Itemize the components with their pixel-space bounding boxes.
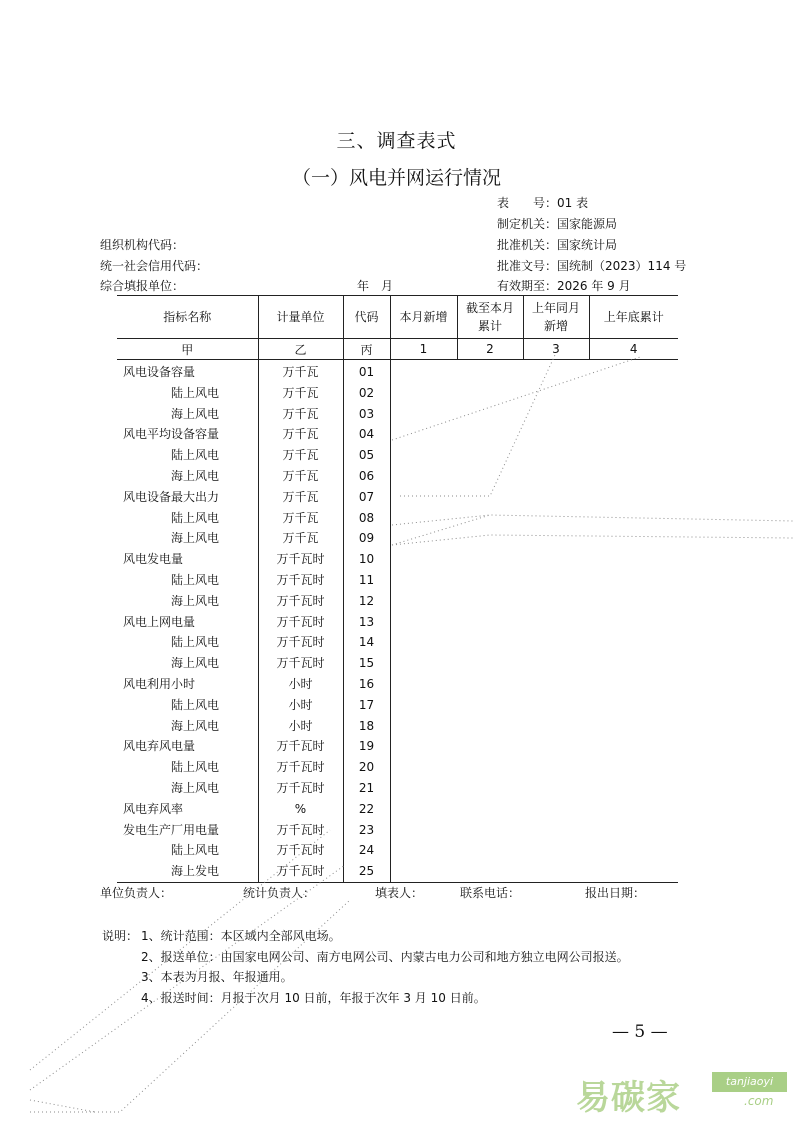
unit-cell: 万千瓦 [258, 466, 343, 487]
unit-cell: 万千瓦时 [258, 778, 343, 799]
indicator-name: 陆上风电 [171, 572, 220, 587]
subheader-cell: 丙 [343, 339, 390, 360]
indicator-name: 发电生产厂用电量 [123, 822, 220, 837]
code-cell: 06 [343, 466, 390, 487]
code-cell: 25 [343, 861, 390, 882]
indicator-name: 风电发电量 [123, 552, 184, 567]
subheader-cell: 2 [457, 339, 523, 360]
phone-label: 联系电话： [460, 886, 521, 900]
unit-cell: 万千瓦 [258, 487, 343, 508]
indicator-name: 陆上风电 [171, 760, 220, 775]
code-cell: 10 [343, 549, 390, 570]
meta-value: 2026 年 9 月 [557, 279, 631, 293]
unit-cell: 万千瓦时 [258, 591, 343, 612]
meta-label: 制定机关： [497, 217, 558, 231]
indicator-name: 陆上风电 [171, 510, 220, 525]
watermark-domain: .com [744, 1094, 774, 1108]
code-cell: 04 [343, 424, 390, 445]
indicator-name: 陆上风电 [171, 448, 220, 463]
code-cell: 22 [343, 799, 390, 820]
filler-label: 填表人： [375, 886, 424, 900]
header-unit: 计量单位 [258, 296, 343, 339]
code-cell: 16 [343, 674, 390, 695]
header-last-year-end-total: 上年底累计 [589, 296, 678, 339]
unit-cell: 万千瓦时 [258, 840, 343, 861]
code-cell: 07 [343, 487, 390, 508]
report-date-label: 报出日期： [585, 886, 646, 900]
unit-cell: 万千瓦 [258, 424, 343, 445]
header-month-new: 本月新增 [390, 296, 457, 339]
unit-cell: 万千瓦 [258, 383, 343, 404]
page-number: — 5 — [612, 1022, 668, 1042]
code-cell: 01 [343, 360, 390, 383]
unit-cell: 万千瓦时 [258, 820, 343, 841]
indicator-name: 陆上风电 [171, 697, 220, 712]
indicator-name: 风电利用小时 [123, 676, 196, 691]
indicator-name: 风电平均设备容量 [123, 427, 220, 442]
header-last-year-month-new: 上年同月 新增 [523, 296, 589, 339]
code-cell: 09 [343, 528, 390, 549]
credit-code-label: 统一社会信用代码： [100, 259, 209, 273]
reporter-label: 综合填报单位： [100, 279, 185, 293]
unit-cell: 万千瓦 [258, 360, 343, 383]
stat-head-label: 统计负责人： [243, 886, 316, 900]
indicator-name: 海上发电 [117, 861, 258, 882]
note-item: 4、报送时间：月报于次月 10 日前，年报于次年 3 月 10 日前。 [141, 991, 486, 1005]
code-cell: 02 [343, 383, 390, 404]
indicator-name: 风电弃风率 [123, 801, 184, 816]
code-cell: 14 [343, 632, 390, 653]
unit-cell: % [258, 799, 343, 820]
unit-cell: 万千瓦时 [258, 549, 343, 570]
table-title: （一）风电并网运行情况 [291, 167, 501, 189]
code-cell: 13 [343, 612, 390, 633]
unit-cell: 小时 [258, 674, 343, 695]
unit-cell: 小时 [258, 695, 343, 716]
meta-value: 国统制（2023）114 号 [557, 259, 687, 273]
unit-head-label: 单位负责人： [100, 886, 173, 900]
code-cell: 18 [343, 716, 390, 737]
unit-cell: 万千瓦 [258, 528, 343, 549]
unit-cell: 小时 [258, 716, 343, 737]
code-cell: 08 [343, 508, 390, 529]
unit-cell: 万千瓦 [258, 508, 343, 529]
indicator-name: 陆上风电 [171, 635, 220, 650]
unit-cell: 万千瓦 [258, 404, 343, 425]
unit-cell: 万千瓦时 [258, 653, 343, 674]
note-item: 3、本表为月报、年报通用。 [141, 970, 293, 984]
unit-cell: 万千瓦时 [258, 861, 343, 882]
org-code-label: 组织机构代码： [100, 238, 185, 252]
unit-cell: 万千瓦时 [258, 757, 343, 778]
unit-cell: 万千瓦 [258, 445, 343, 466]
code-cell: 05 [343, 445, 390, 466]
unit-cell: 万千瓦时 [258, 736, 343, 757]
indicator-name: 海上风电 [171, 468, 220, 483]
code-cell: 11 [343, 570, 390, 591]
indicator-name: 海上风电 [171, 406, 220, 421]
code-cell: 24 [343, 840, 390, 861]
unit-cell: 万千瓦时 [258, 570, 343, 591]
indicator-name: 陆上风电 [171, 843, 220, 858]
code-cell: 23 [343, 820, 390, 841]
code-cell: 19 [343, 736, 390, 757]
notes-label: 说明： [102, 929, 139, 943]
indicator-name: 风电上网电量 [123, 614, 196, 629]
code-cell: 17 [343, 695, 390, 716]
indicator-name: 海上风电 [171, 718, 220, 733]
note-item: 2、报送单位：由国家电网公司、南方电网公司、内蒙古电力公司和地方独立电网公司报送。 [141, 950, 629, 964]
watermark-text: 易碳家 [576, 1078, 681, 1118]
meta-value: 01 表 [557, 196, 589, 210]
indicator-name: 风电设备最大出力 [123, 489, 220, 504]
indicator-name: 陆上风电 [171, 385, 220, 400]
header-indicator-name: 指标名称 [117, 296, 258, 339]
meta-label: 批准文号： [497, 259, 558, 273]
indicator-name: 海上风电 [171, 593, 220, 608]
subheader-cell: 乙 [258, 339, 343, 360]
header-cumulative: 截至本月 累计 [457, 296, 523, 339]
meta-value: 国家统计局 [557, 238, 618, 252]
subheader-cell: 4 [589, 339, 678, 360]
header-code: 代码 [343, 296, 390, 339]
section-heading: 三、调查表式 [336, 130, 457, 152]
indicator-name: 风电弃风电量 [123, 739, 196, 754]
code-cell: 15 [343, 653, 390, 674]
unit-cell: 万千瓦时 [258, 612, 343, 633]
meta-value: 国家能源局 [557, 217, 618, 231]
year-month-label: 年 月 [357, 279, 394, 293]
code-cell: 21 [343, 778, 390, 799]
meta-label: 有效期至： [497, 279, 558, 293]
meta-label: 批准机关： [497, 238, 558, 252]
indicator-name: 风电设备容量 [123, 365, 196, 379]
subheader-cell: 1 [390, 339, 457, 360]
subheader-cell: 3 [523, 339, 589, 360]
meta-label: 表 号： [497, 196, 558, 210]
watermark-badge: tanjiaoyi [712, 1072, 787, 1092]
code-cell: 03 [343, 404, 390, 425]
indicator-name: 海上风电 [171, 531, 220, 546]
unit-cell: 万千瓦时 [258, 632, 343, 653]
code-cell: 20 [343, 757, 390, 778]
code-cell: 12 [343, 591, 390, 612]
subheader-cell: 甲 [117, 339, 258, 360]
indicator-name: 海上风电 [171, 780, 220, 795]
note-item: 1、统计范围：本区域内全部风电场。 [141, 929, 341, 943]
indicator-name: 海上风电 [171, 656, 220, 671]
watermark-logo [576, 1070, 774, 1119]
